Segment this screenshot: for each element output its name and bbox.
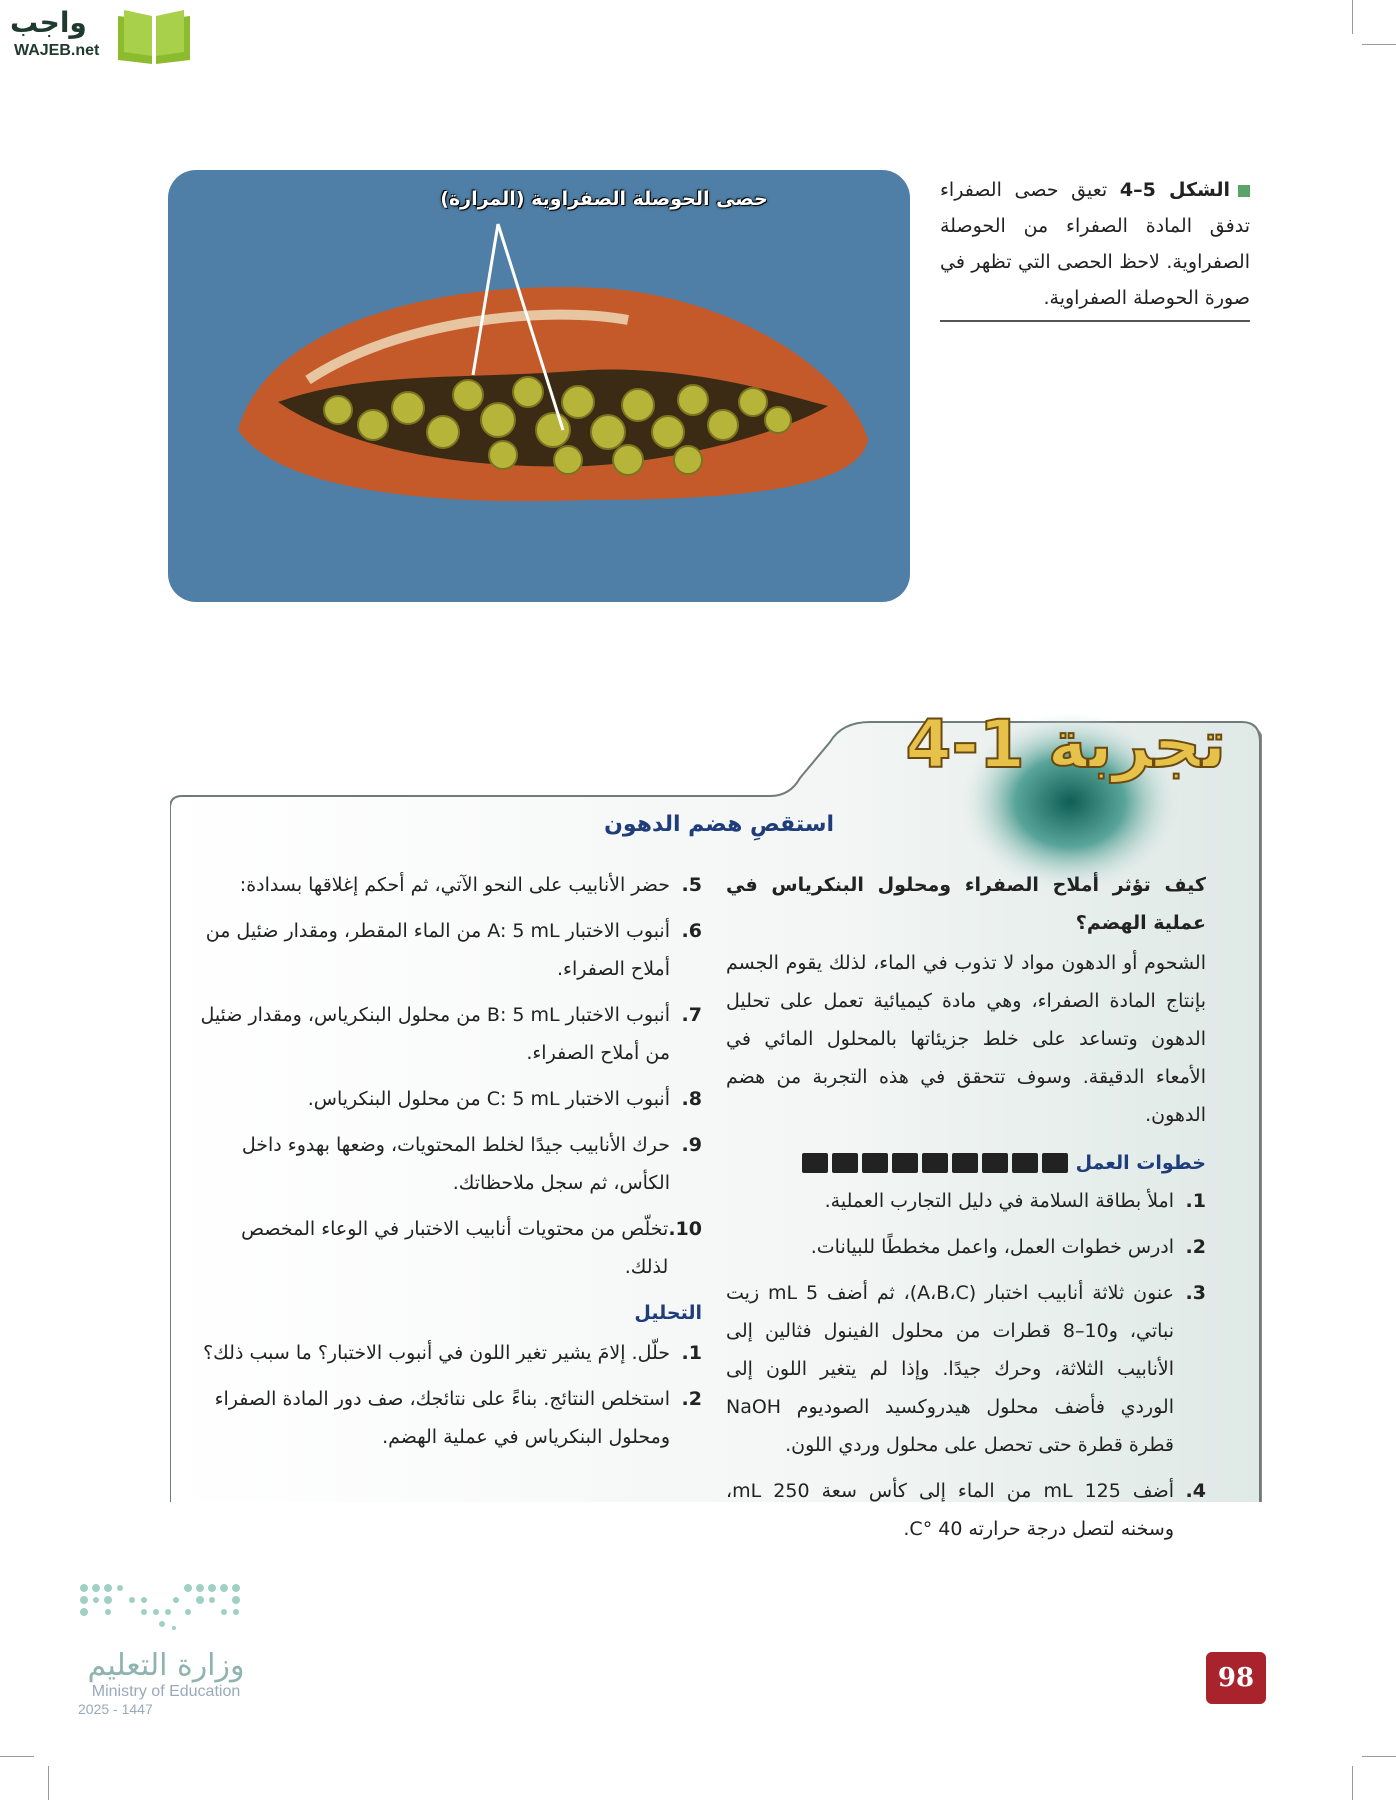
page-number: 98 [1206,1652,1266,1704]
step-item [198,866,702,904]
step-text: أضف 125 mL من الماء إلى كأس سعة 250 mL، وسخنه لتصل درجة حرارته 40 °C. [726,1480,1174,1540]
analysis-number: 1. [681,1342,702,1364]
step-number: 7. [681,1004,702,1026]
ministry-logo [76,1648,256,1717]
step-number: 9. [681,1134,702,1156]
gallstones-figure [168,170,910,602]
brand-arabic: واجب [10,6,87,39]
step-item [198,1126,702,1202]
analysis-text: حلّل. إلامَ يشير تغير اللون في أنبوب الاختبار؟ ما سبب ذلك؟ [203,1342,670,1364]
step-item [726,1274,1206,1464]
experiment-right-column [726,866,1206,1556]
step-item [198,996,702,1072]
step-text: أنبوب الاختبار C: 5 mL من محلول البنكرياس. [307,1088,670,1110]
glassware-icon [802,1153,828,1173]
step-text: حضر الأنابيب على النحو الآتي، ثم أحكم إغلاقها بسدادة: [239,874,670,896]
step-text: تخلّص من محتويات أنابيب الاختبار في الوعاء المخصص لذلك. [241,1218,669,1278]
step-text: حرك الأنابيب جيدًا لخلط المحتويات، وضعها بهدوء داخل الكأس، ثم سجل ملاحظاتك. [241,1134,670,1194]
step-text: عنون ثلاثة أنابيب اختبار (A،B،C)، ثم أضف 5 mL زيت نباتي، و10–8 قطرات من محلول الفينول فثالين إلى الأنابيب الثلاثة، وحرك جيدًا. وإذا لم يتغير اللون إلى الوردي فأضف محلول هيدروكسيد الصوديوم NaOH قطرة قطرة حتى تحصل على محلول وردي اللون. [726,1282,1174,1456]
experiment-subtitle: استقصِ هضم الدهون [604,812,834,837]
figure-ref: الشكل 5–4 [1119,179,1231,201]
safety-icons [802,1153,1068,1173]
step-item [198,1080,702,1118]
step-text: ادرس خطوات العمل، واعمل مخططًا للبيانات. [810,1236,1174,1258]
step-number: 6. [681,920,702,942]
thermal-safety-icon [862,1153,888,1173]
step-number: 8. [681,1088,702,1110]
crop-mark [1352,0,1353,34]
sharp-object-icon [892,1153,918,1173]
step-text: املأ بطاقة السلامة في دليل التجارب العملية. [824,1190,1174,1212]
crop-mark [1362,44,1396,45]
figure-label: حصى الحوصلة الصفراوية (المرارة) [440,188,768,210]
analysis-item [198,1380,702,1456]
analysis-item [198,1334,702,1372]
experiment-question: كيف تؤثر أملاح الصفراء ومحلول البنكرياس في عملية الهضم؟ [726,874,1206,934]
figure-caption [940,172,1250,322]
disposal-icon [832,1153,858,1173]
analysis-heading: التحليل [634,1302,702,1324]
step-number: 1. [1185,1190,1206,1212]
wajeb-logo[interactable] [10,6,190,66]
ministry-year: 2025 - 1447 [78,1701,153,1717]
steps-heading-text: خطوات العمل [1075,1152,1206,1174]
step-item [198,1210,702,1286]
experiment-intro: الشحوم أو الدهون مواد لا تذوب في الماء، لذلك يقوم الجسم بإنتاج المادة الصفراء، وهي مادة كيميائية تعمل على تحليل الدهون وتساعد على خلط جزيئاتها بالمحلول المائي في الأمعاء الدقيقة. وسوف تتحقق في هذه التجربة من هضم الدهون. [726,952,1206,1126]
crop-mark [1362,1756,1396,1757]
gallbladder-image [168,170,910,602]
steps-heading [726,1144,1206,1182]
step-item [198,912,702,988]
step-number: 4. [1185,1480,1206,1502]
experiment-left-column [198,866,702,1464]
step-text: أنبوب الاختبار B: 5 mL من محلول البنكرياس، ومقدار ضئيل من أملاح الصفراء. [200,1004,670,1064]
ministry-name-english: Ministry of Education [91,1683,241,1700]
crop-mark [0,1756,34,1757]
step-number: 10. [668,1218,702,1240]
clothing-safety-icon [1012,1153,1038,1173]
analysis-text: استخلص النتائج. بناءً على نتائجك، صف دور المادة الصفراء ومحلول البنكرياس في عملية الهضم. [214,1388,670,1448]
ministry-logo-dots [78,1582,248,1636]
hand-safety-icon [982,1153,1008,1173]
crop-mark [48,1766,49,1800]
step-item [726,1182,1206,1220]
step-item [726,1228,1206,1266]
step-number: 2. [1185,1236,1206,1258]
crop-mark [1352,1766,1353,1800]
fume-safety-icon [922,1153,948,1173]
analysis-number: 2. [681,1388,702,1410]
chemical-safety-icon [952,1153,978,1173]
step-number: 3. [1185,1282,1206,1304]
step-text: أنبوب الاختبار A: 5 mL من الماء المقطر، ومقدار ضئيل من أملاح الصفراء. [205,920,670,980]
ministry-name-arabic: وزارة التعليم [87,1648,245,1683]
step-item [726,1472,1206,1548]
step-number: 5. [681,874,702,896]
book-icon [114,6,194,66]
caption-text: تعيق حصى الصفراء تدفق المادة الصفراء من الحوصلة الصفراوية. لاحظ الحصى التي تظهر في صورة الحوصلة الصفراوية. [940,179,1250,309]
eye-safety-icon [1042,1153,1068,1173]
experiment-title: تجربة 1-4 [905,706,1226,783]
bullet-square-icon [1238,185,1250,197]
brand-english: WAJEB.net [14,42,100,59]
